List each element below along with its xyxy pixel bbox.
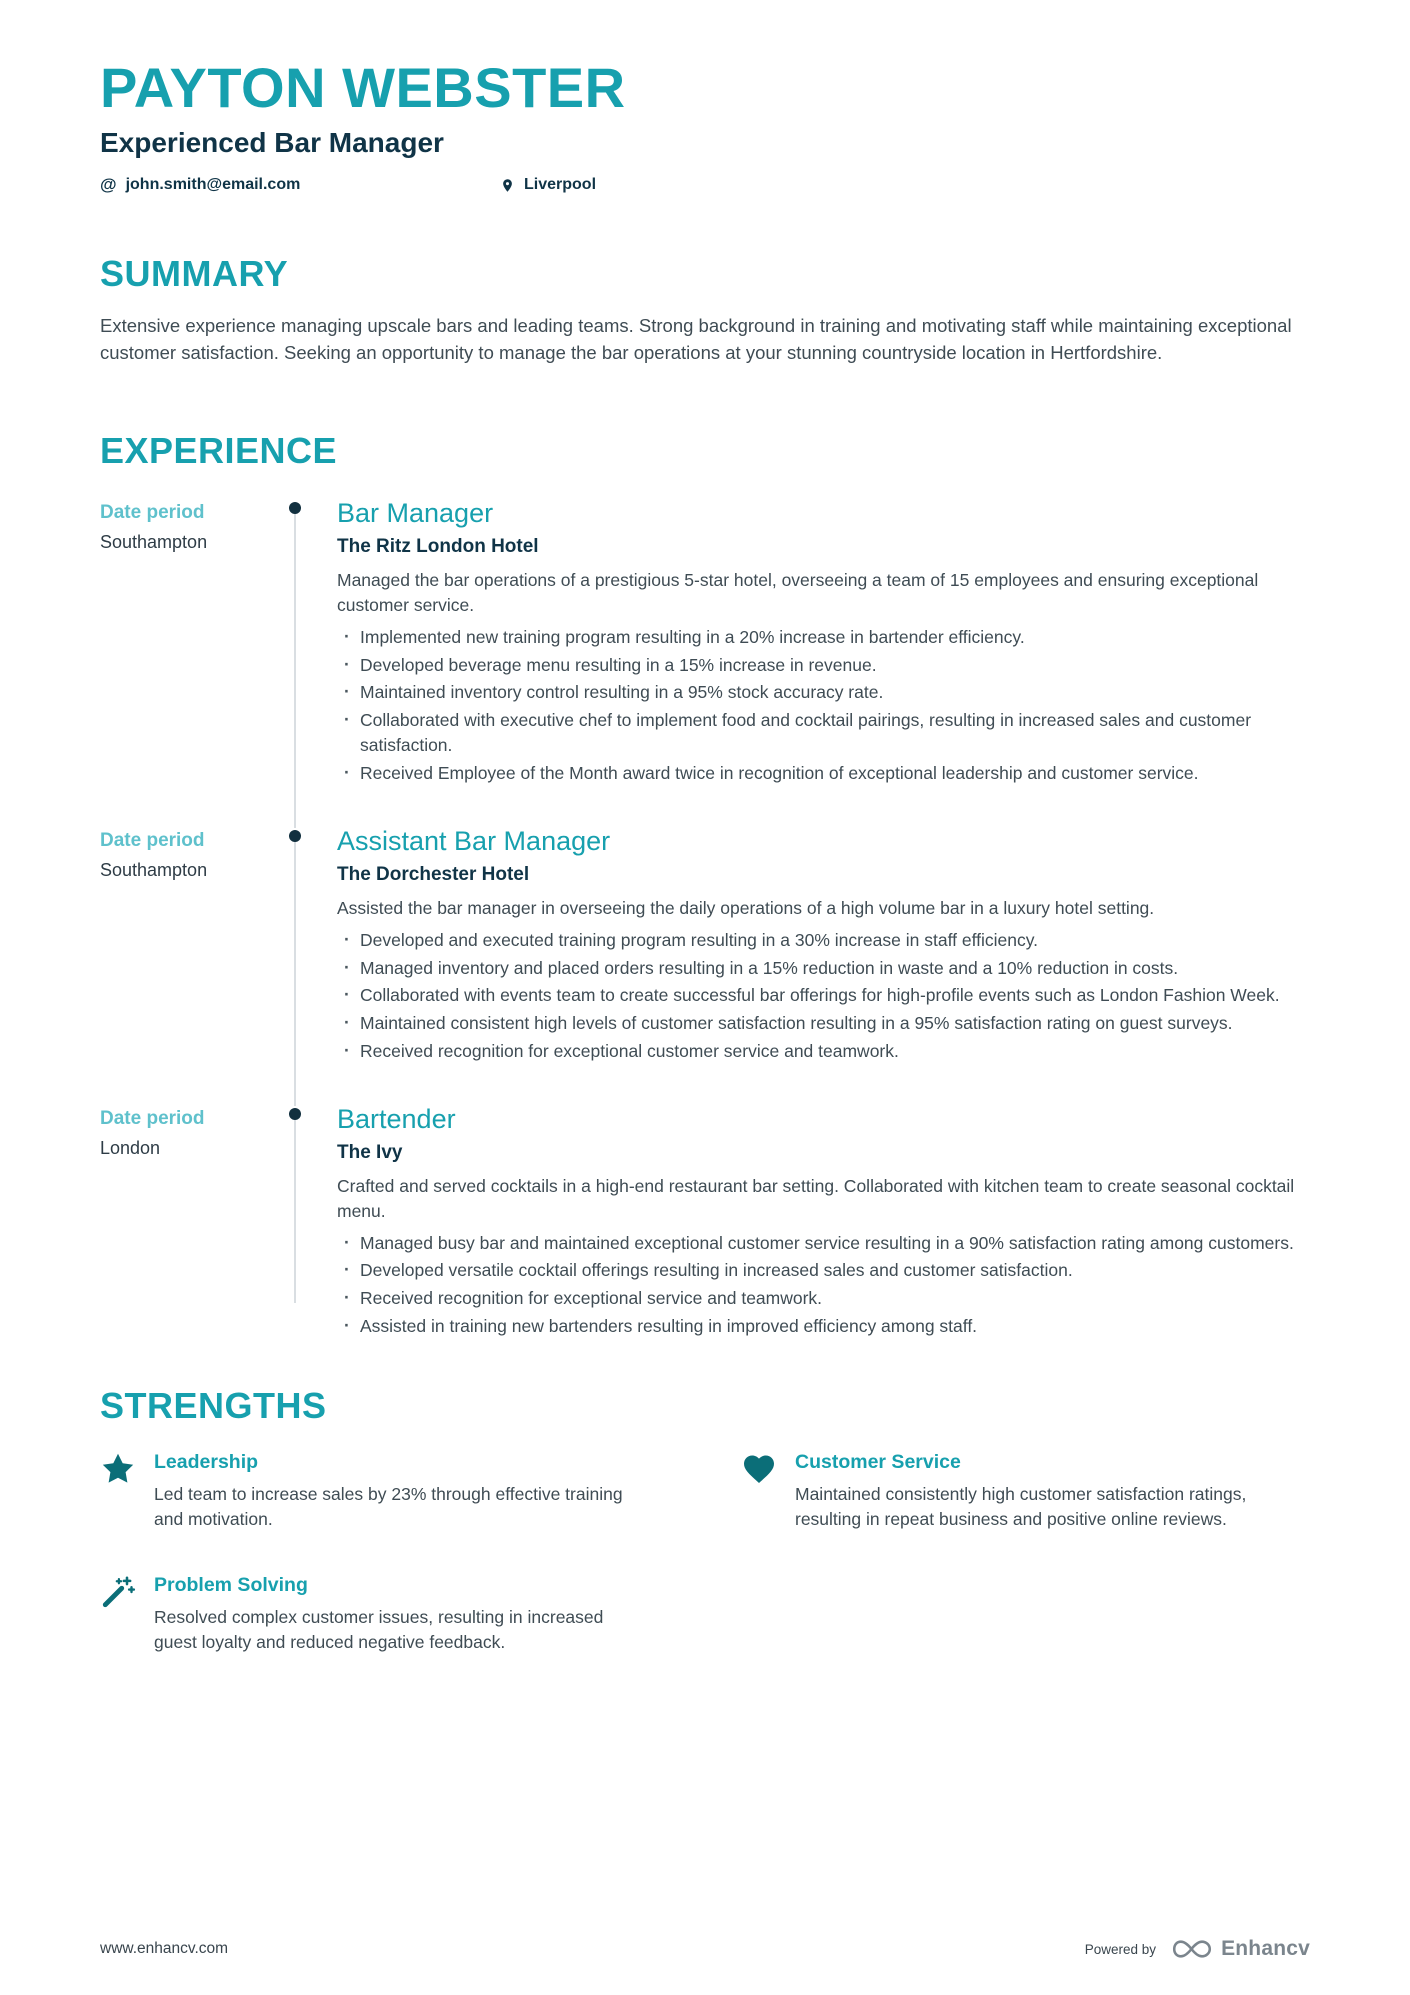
bullet-item: · Maintained inventory control resulting in a 95% stock accuracy rate.	[337, 680, 1310, 705]
bullet-item: · Collaborated with events team to create successful bar offerings for high-profile events such as London Fashion Week.	[337, 983, 1310, 1008]
bullet-item: · Received Employee of the Month award twice in recognition of exceptional leadership and customer service.	[337, 761, 1310, 786]
company-name: The Dorchester Hotel	[337, 863, 530, 885]
entry-meta	[100, 826, 280, 1064]
bullet-list	[337, 928, 1310, 1064]
summary-text: Extensive experience managing upscale bars and leading teams. Strong background in training and motivating staff while maintaining exceptional customer satisfaction. Seeking an opportunity to manage the bar operations at your stunning countryside location in Hertfordshire.	[100, 315, 1292, 363]
timeline-line	[294, 508, 296, 828]
location-text: Liverpool	[524, 176, 597, 194]
date-period-label: Date period	[100, 1107, 205, 1129]
strength-item-problem-solving	[100, 1574, 669, 1655]
candidate-title: Experienced Bar Manager	[100, 127, 444, 159]
strength-content	[795, 1451, 1275, 1532]
bullet-list	[337, 1231, 1310, 1339]
star-icon	[100, 1451, 136, 1487]
page-footer	[100, 1937, 1310, 1961]
job-title: Bartender	[337, 1103, 456, 1134]
timeline	[280, 826, 337, 1064]
entry-body	[337, 826, 1310, 1064]
email-text: john.smith@email.com	[125, 176, 301, 194]
job-description: Assisted the bar manager in overseeing the daily operations of a high volume bar in a luxury hotel setting.	[337, 897, 1155, 918]
bullet-item: · Developed versatile cocktail offerings resulting in increased sales and customer satisfaction.	[337, 1258, 1310, 1283]
strength-title: Problem Solving	[154, 1573, 308, 1596]
experience-entry	[100, 498, 1310, 786]
website-url: www.enhancv.com	[100, 1940, 229, 1957]
heart-icon	[741, 1451, 777, 1487]
bullet-item: · Received recognition for exceptional customer service and teamwork.	[337, 1039, 1310, 1064]
date-period-label: Date period	[100, 502, 205, 523]
timeline-dot	[289, 830, 301, 842]
bullet-item: · Implemented new training program resulting in a 20% increase in bartender efficiency.	[337, 625, 1310, 650]
location-pin-icon	[500, 178, 515, 193]
job-description: Managed the bar operations of a prestigious 5-star hotel, overseeing a team of 15 employees and ensuring exceptional customer service.	[337, 570, 1259, 615]
strength-title: Customer Service	[795, 1451, 961, 1474]
strength-text: Resolved complex customer issues, resulting in increased guest loyalty and reduced negative feedback.	[154, 1606, 604, 1652]
strength-text: Led team to increase sales by 23% through effective training and motivation.	[154, 1484, 623, 1529]
job-description: Crafted and served cocktails in a high-end restaurant bar setting. Collaborated with kitchen team to create seasonal cocktail menu.	[337, 1175, 1295, 1221]
infinity-logo-icon	[1172, 1939, 1212, 1959]
bullet-item: · Managed busy bar and maintained exceptional customer service resulting in a 90% satisfaction rating among customers.	[337, 1231, 1310, 1256]
entry-location: Southampton	[100, 532, 208, 552]
bullet-item: · Received recognition for exceptional service and teamwork.	[337, 1286, 1310, 1311]
experience-heading: EXPERIENCE	[100, 430, 338, 471]
summary-heading: SUMMARY	[100, 253, 289, 295]
bullet-item: · Developed and executed training program resulting in a 30% increase in staff efficiency.	[337, 928, 1310, 953]
timeline-dot	[289, 502, 301, 514]
email-at-icon: @	[100, 175, 117, 195]
strength-item-leadership	[100, 1451, 669, 1532]
bullet-item: · Managed inventory and placed orders resulting in a 15% reduction in waste and a 10% reduction in costs.	[337, 956, 1310, 981]
experience-entries	[100, 498, 1310, 1339]
entry-meta	[100, 498, 280, 786]
summary-section	[100, 253, 1310, 366]
entry-location: Southampton	[100, 859, 208, 880]
job-title: Bar Manager	[337, 498, 494, 528]
strength-content	[154, 1451, 634, 1532]
powered-by	[1085, 1937, 1310, 1961]
bullet-list	[337, 625, 1310, 786]
brand-name: Enhancv	[1221, 1937, 1310, 1960]
timeline-line	[294, 836, 296, 1106]
strength-item-customer-service	[741, 1451, 1310, 1532]
experience-section	[100, 430, 1310, 1339]
experience-entry	[100, 1104, 1310, 1339]
bullet-item: · Developed beverage menu resulting in a 15% increase in revenue.	[337, 653, 1310, 678]
bullet-item: · Assisted in training new bartenders resulting in improved efficiency among staff.	[337, 1314, 1310, 1339]
magic-wand-icon	[100, 1574, 136, 1610]
resume-header	[100, 58, 1310, 195]
entry-body	[337, 498, 1310, 786]
contact-row	[100, 175, 1310, 195]
entry-location: London	[100, 1137, 161, 1158]
enhancv-logo	[1172, 1937, 1310, 1961]
job-title: Assistant Bar Manager	[337, 825, 611, 856]
strength-content	[154, 1574, 634, 1655]
strengths-grid	[100, 1451, 1310, 1654]
timeline	[280, 498, 337, 786]
company-name: The Ivy	[337, 1141, 403, 1163]
date-period-label: Date period	[100, 829, 205, 851]
strength-text: Maintained consistently high customer satisfaction ratings, resulting in repeat business and positive online reviews.	[795, 1484, 1247, 1529]
strengths-heading: STRENGTHS	[100, 1385, 327, 1427]
strengths-section	[100, 1385, 1310, 1654]
entry-meta	[100, 1104, 280, 1339]
contact-location	[500, 176, 596, 194]
entry-body	[337, 1104, 1310, 1339]
powered-by-label: Powered by	[1084, 1941, 1157, 1957]
timeline	[280, 1104, 337, 1339]
timeline-line	[294, 1114, 296, 1303]
contact-email	[100, 175, 500, 195]
experience-entry	[100, 826, 1310, 1064]
strength-title: Leadership	[154, 1451, 259, 1474]
company-name: The Ritz London Hotel	[337, 536, 539, 558]
candidate-name: PAYTON WEBSTER	[100, 56, 626, 119]
timeline-dot	[289, 1108, 301, 1120]
bullet-item: · Maintained consistent high levels of customer satisfaction resulting in a 95% satisfaction rating on guest surveys.	[337, 1011, 1310, 1036]
bullet-item: · Collaborated with executive chef to implement food and cocktail pairings, resulting in increased sales and customer satisfaction.	[337, 708, 1310, 758]
